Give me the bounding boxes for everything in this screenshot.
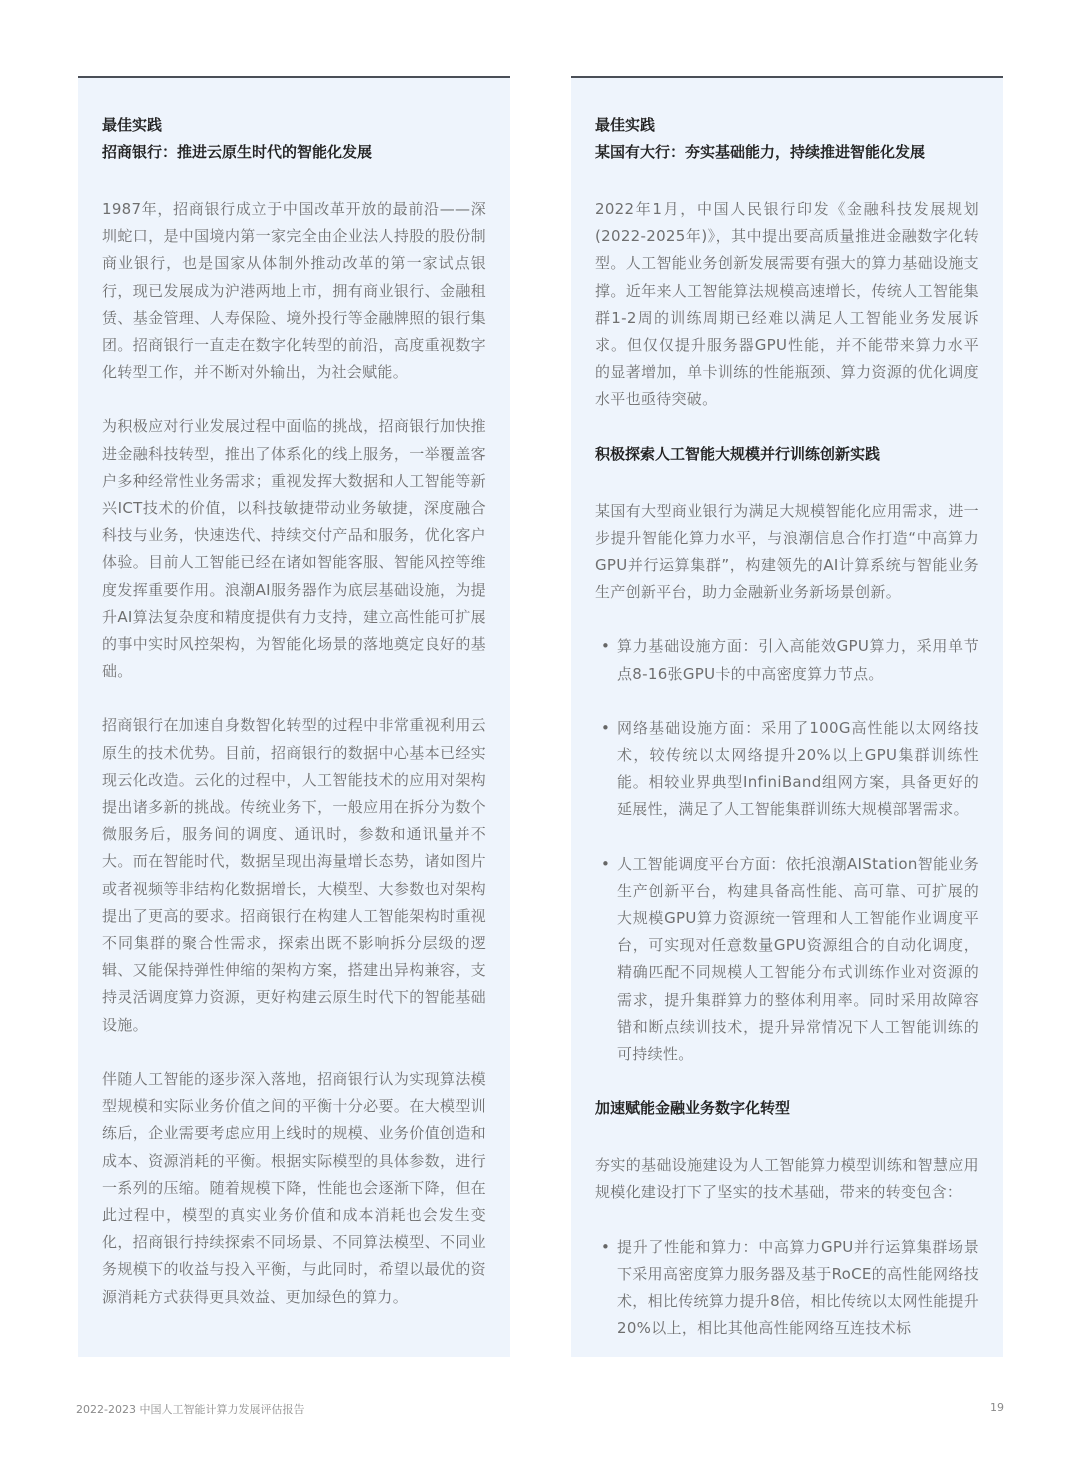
- bullet-item: [595, 1234, 979, 1343]
- paragraph: 伴随人工智能的逐步深入落地，招商银行认为实现算法模型规模和实际业务价值之间的平衡十分必要。在大模型训练后，企业需要考虑应用上线时的规模、业务价值创造和成本、资源消耗的平衡。根据实际模型的具体参数，进行一系列的压缩。随着规模下降，性能也会逐渐下降，但在此过程中，模型的真实业务价值和成本消耗也会发生变化，招商银行持续探索不同场景、不同算法模型、不同业务规模下的收益与投入平衡，与此同时，希望以最优的资源消耗方式获得更具效益、更加绿色的算力。: [102, 1069, 486, 1306]
- paragraph: 招商银行在加速自身数智化转型的过程中非常重视利用云原生的技术优势。目前，招商银行的数据中心基本已经实现云化改造。云化的过程中，人工智能技术的应用对架构提出诸多新的挑战。传统业务下，一般应用在拆分为数个微服务后，服务间的调度、通讯时，参数和通讯量并不大。而在智能时代，数据呈现出海量增长态势，诸如图片或者视频等非结构化数据增长，大模型、大参数也对架构提出了更高的要求。招商银行在构建人工智能架构时重视不同集群的聚合性需求，探索出既不影响拆分层级的逻辑、又能保持弹性伸缩的架构方案，搭建出异构兼容，支持灵活调度算力资源，更好构建云原生时代下的智能基础设施。: [102, 716, 486, 1034]
- bullet-text: 算力基础设施方面：引入高能效GPU算力，采用单节点8-16张GPU卡的中高密度算力节点。: [617, 637, 979, 683]
- panel-kicker: 最佳实践: [595, 116, 656, 134]
- paragraph: 1987年，招商银行成立于中国改革开放的最前沿——深圳蛇口，是中国境内第一家完全由企业法人持股的股份制商业银行，也是国家从体制外推动改革的第一家试点银行，现已发展成为沪港两地上市，拥有商业银行、金融租赁、基金管理、人寿保险、境外投行等金融牌照的银行集团。招商银行一直走在数字化转型的前沿，高度重视数字化转型工作，并不断对外输出，为社会赋能。: [102, 200, 486, 382]
- page-number: 19: [990, 1401, 1004, 1414]
- intro-paragraph: 2022年1月，中国人民银行印发《金融科技发展规划(2022-2025年)》，其中提出要高质量推进金融数字化转型。人工智能业务创新发展需要有强大的算力基础设施支撑。近年来人工智能算法规模高速增长，传统人工智能集群1-2周的训练周期已经难以满足人工智能业务发展诉求。但仅仅提升服务器GPU性能，并不能带来算力水平的显著增加，单卡训练的性能瓶颈、算力资源的优化调度水平也亟待突破。: [595, 200, 979, 409]
- paragraph: 夯实的基础设施建设为人工智能算力模型训练和智慧应用规模化建设打下了坚实的技术基础，带来的转变包含：: [595, 1156, 979, 1202]
- section-heading: 积极探索人工智能大规模并行训练创新实践: [595, 444, 881, 463]
- bullet-text: 网络基础设施方面：采用了100G高性能以太网络技术，较传统以太网络提升20%以上GPU集群训练性能。相较业界典型InfiniBand组网方案，具备更好的延展性，满足了人工智能集群训练大规模部署需求。: [617, 718, 979, 819]
- bullet-text: 提升了性能和算力：中高算力GPU并行运算集群场景下采用高密度算力服务器及基于RoCE的高性能网络技术，相比传统算力提升8倍，相比传统以太网性能提升20%以上，相比其他高性能网络互连技术标: [617, 1237, 979, 1338]
- case-study-panel-state-bank: [571, 76, 1003, 1357]
- panel-title: 招商银行：推进云原生时代的智能化发展: [102, 143, 373, 161]
- paragraph: 某国有大型商业银行为满足大规模智能化应用需求，进一步提升智能化算力水平，与浪潮信息合作打造“中高算力GPU并行运算集群”，构建领先的AI计算系统与智能业务生产创新平台，助力金融新业务新场景创新。: [595, 501, 979, 602]
- bullet-item: [595, 851, 979, 1069]
- bullet-icon: •: [601, 854, 611, 873]
- bullet-icon: •: [601, 718, 611, 737]
- bullet-item: [595, 715, 979, 824]
- panel-kicker: 最佳实践: [102, 116, 163, 134]
- bullet-list: [595, 1234, 979, 1343]
- bullet-list: [595, 633, 979, 1068]
- bullet-icon: •: [601, 637, 611, 656]
- bullet-icon: •: [601, 1237, 611, 1256]
- paragraph: 为积极应对行业发展过程中面临的挑战，招商银行加快推进金融科技转型，推出了体系化的线上服务，一举覆盖客户多种经常性业务需求；重视发挥大数据和人工智能等新兴ICT技术的价值，以科技敏捷带动业务敏捷，深度融合科技与业务，快速迭代、持续交付产品和服务，优化客户体验。目前人工智能已经在诸如智能客服、智能风控等维度发挥重要作用。浪潮AI服务器作为底层基础设施，为提升AI算法复杂度和精度提供有力支持，建立高性能可扩展的事中实时风控架构，为智能化场景的落地奠定良好的基础。: [102, 417, 486, 681]
- footer-report-title: 2022-2023 中国人工智能计算力发展评估报告: [76, 1403, 305, 1416]
- section-heading: 加速赋能金融业务数字化转型: [595, 1099, 791, 1118]
- panel-title: 某国有大行：夯实基础能力，持续推进智能化发展: [595, 143, 926, 161]
- bullet-item: [595, 633, 979, 687]
- bullet-text: 人工智能调度平台方面：依托浪潮AIStation智能业务生产创新平台，构建具备高性能、高可靠、可扩展的大规模GPU算力资源统一管理和人工智能作业调度平台，可实现对任意数量GPU资源组合的自动化调度，精确匹配不同规模人工智能分布式训练作业对资源的需求，提升集群算力的整体利用率。同时采用故障容错和断点续训技术，提升异常情况下人工智能训练的可持续性。: [617, 854, 979, 1064]
- case-study-panel-cmb: [78, 76, 510, 1357]
